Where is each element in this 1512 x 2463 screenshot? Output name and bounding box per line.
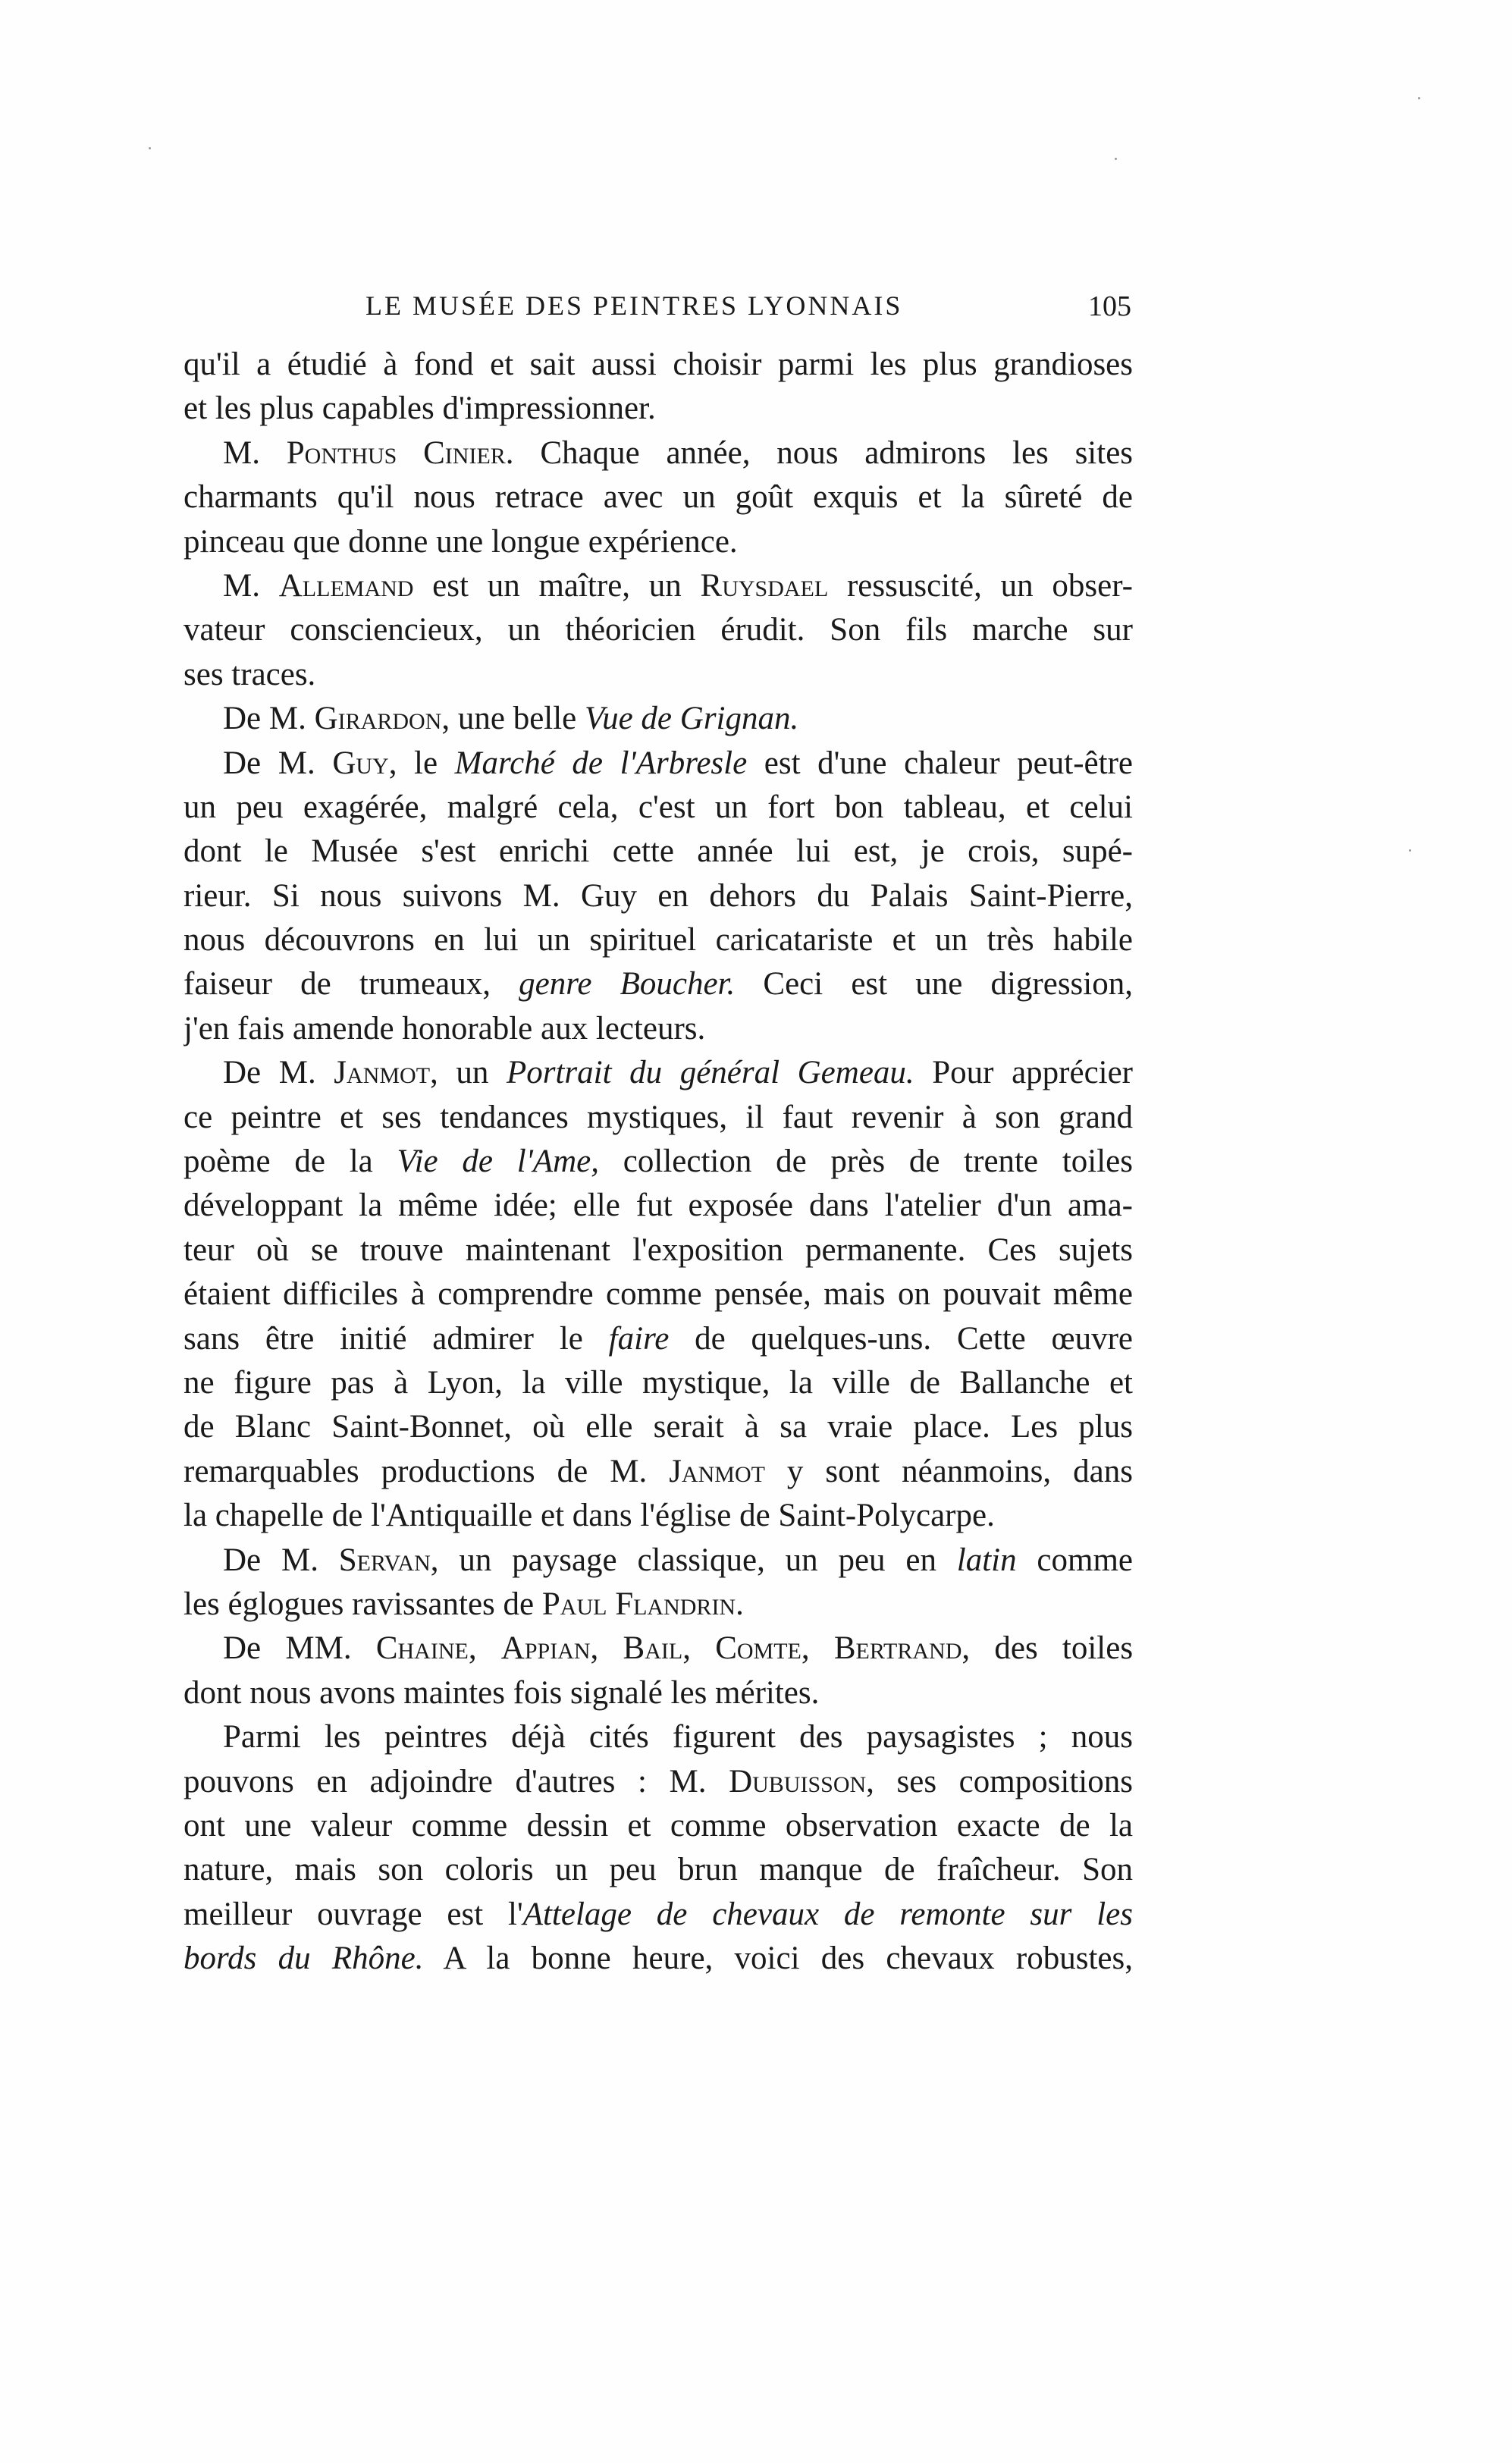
text-run: Ceci est une digression, (735, 966, 1133, 1002)
text-run: de Blanc Saint-Bonnet, où elle serait à sa vraie place. Les plus (184, 1409, 1133, 1445)
text-run: . Chaque année, nous admirons les sites (505, 435, 1133, 471)
text-line (184, 786, 1133, 830)
text-line (184, 1450, 1133, 1494)
text-line (184, 1804, 1133, 1848)
painter-name: Dubuisson (729, 1763, 867, 1799)
text-run: sans être initié admirer le (184, 1320, 609, 1357)
text-run: meilleur ouvrage est l' (184, 1896, 523, 1932)
text-line (184, 1671, 1133, 1715)
text-line (184, 1272, 1133, 1316)
text-line (184, 520, 1133, 564)
text-line (184, 1405, 1133, 1449)
text-run: vateur consciencieux, un théoricien érudit. Son fils marche sur (184, 612, 1133, 648)
text-run: est un maître, un (413, 567, 701, 604)
text-run: collection de près de trente toiles (599, 1144, 1133, 1180)
text-run: pouvons en adjoindre d'autres : M. (184, 1763, 729, 1799)
paragraph-start-chaine-appian (184, 1627, 1133, 1671)
text-line (184, 475, 1133, 519)
text-run: charmants qu'il nous retrace avec un goût exquis et la sûreté de (184, 479, 1133, 516)
paragraph-start-ponthus-cinier (184, 431, 1133, 475)
painter-name: Girardon (314, 701, 442, 737)
text-run: , le (388, 745, 455, 781)
artwork-title: Vie de l'Ame, (397, 1144, 600, 1180)
text-run: ont une valeur comme dessin et comme observation exacte de la (184, 1807, 1133, 1843)
painter-name: Janmot (334, 1055, 431, 1091)
text-run: , un (430, 1055, 507, 1091)
artwork-title: Vue de Grignan. (585, 701, 799, 737)
painter-name: Ponthus Cinier (286, 435, 506, 471)
text-run: nous découvrons en lui un spirituel caricatariste et un très habile (184, 922, 1133, 959)
painter-name: Allemand (278, 567, 414, 604)
text-run: développant la même idée; elle fut exposée dans l'atelier d'un ama- (184, 1188, 1133, 1224)
text-run: De M. (223, 1542, 339, 1578)
text-run: Parmi les peintres déjà cités figurent des paysagistes ; nous (223, 1719, 1133, 1755)
artwork-title: Portrait du général Gemeau. (506, 1055, 914, 1091)
text-run: De MM. (223, 1630, 376, 1667)
text-line (184, 1140, 1133, 1184)
text-run: poème de la (184, 1144, 397, 1180)
text-run: ses traces. (184, 656, 316, 692)
text-line (184, 608, 1133, 652)
text-line (184, 1184, 1133, 1228)
text-run: pinceau que donne une longue expérience. (184, 523, 738, 560)
text-run: les églogues ravissantes de (184, 1586, 542, 1622)
paper-speck (1409, 849, 1411, 852)
text-run: , ses compositions (866, 1763, 1133, 1799)
text-run: de quelques-uns. Cette œuvre (669, 1320, 1133, 1357)
paragraph-start-servan (184, 1539, 1133, 1583)
paper-speck (1418, 97, 1420, 99)
painter-name: Bail (623, 1630, 683, 1667)
running-title: LE MUSÉE DES PEINTRES LYONNAIS (365, 290, 903, 321)
text-run: De M. (223, 1055, 334, 1091)
text-line (184, 830, 1133, 874)
text-line (184, 343, 1133, 387)
text-run: la chapelle de l'Antiquaille et dans l'église de Saint-Polycarpe. (184, 1498, 995, 1534)
paragraph-start-janmot (184, 1051, 1133, 1095)
text-run: étaient difficiles à comprendre comme pensée, mais on pouvait même (184, 1276, 1133, 1313)
italic-phrase: genre Boucher. (519, 966, 736, 1002)
paragraph-start-paysagistes (184, 1715, 1133, 1759)
text-run: , (590, 1630, 623, 1667)
text-run: Pour apprécier (914, 1055, 1133, 1091)
text-run: ce peintre et ses tendances mystiques, il faut revenir à son grand (184, 1099, 1133, 1135)
painter-name: Janmot (669, 1453, 765, 1489)
text-run: , une belle (441, 701, 585, 737)
text-line (184, 1848, 1133, 1892)
text-line (184, 1760, 1133, 1804)
text-run: dont nous avons maintes fois signalé les mérites. (184, 1674, 820, 1711)
text-run: , un paysage classique, un peu en (430, 1542, 957, 1578)
painter-name: Chaine (375, 1630, 469, 1667)
italic-phrase: latin (956, 1542, 1017, 1578)
text-run: . (736, 1586, 744, 1622)
painter-name: Guy (332, 745, 389, 781)
text-line (184, 1583, 1133, 1627)
text-run: ne figure pas à Lyon, la ville mystique, la ville de Ballanche et (184, 1364, 1133, 1401)
paper-speck (149, 147, 151, 149)
painter-name: Paul Flandrin (541, 1586, 736, 1622)
text-line (184, 874, 1133, 918)
text-run: y sont néanmoins, dans (764, 1453, 1133, 1489)
text-line (184, 1096, 1133, 1140)
text-run: et les plus capables d'impressionner. (184, 391, 656, 427)
text-line (184, 1893, 1133, 1937)
text-run: ressuscité, un obser- (828, 567, 1133, 604)
italic-phrase: faire (608, 1320, 670, 1357)
artwork-title: bords du Rhône. (184, 1941, 424, 1977)
text-line (184, 1007, 1133, 1051)
text-line (184, 962, 1133, 1006)
text-run: un peu exagérée, malgré cela, c'est un fort bon tableau, et celui (184, 789, 1133, 825)
text-run: nature, mais son coloris un peu brun manque de fraîcheur. Son (184, 1852, 1133, 1888)
text-line (184, 1228, 1133, 1272)
text-run: qu'il a étudié à fond et sait aussi choisir parmi les plus grandioses (184, 347, 1133, 382)
text-run: , (801, 1630, 834, 1667)
artwork-title: Attelage de chevaux de remonte sur les (522, 1896, 1133, 1932)
text-run: j'en fais amende honorable aux lecteurs. (184, 1010, 706, 1046)
text-run: remarquables productions de M. (184, 1453, 670, 1489)
text-run: De M. (223, 701, 315, 737)
text-line (184, 1937, 1133, 1981)
text-run: comme (1016, 1542, 1133, 1578)
painter-name: Servan (338, 1542, 431, 1578)
painter-name: Comte (715, 1630, 801, 1667)
text-run: M. (223, 435, 287, 471)
text-run: A la bonne heure, voici des chevaux robustes, (423, 1941, 1133, 1977)
painter-name: Ruysdael (700, 567, 829, 604)
painter-name: Bertrand (833, 1630, 962, 1667)
text-run: , des toiles (961, 1630, 1133, 1667)
painter-name: Appian (500, 1630, 591, 1667)
text-run: , (468, 1630, 501, 1667)
body-text (184, 343, 1133, 1981)
paper-speck (1115, 158, 1117, 160)
text-run: dont le Musée s'est enrichi cette année lui est, je crois, supé- (184, 833, 1133, 870)
text-run: rieur. Si nous suivons M. Guy en dehors du Palais Saint-Pierre, (184, 877, 1133, 914)
text-run: faiseur de trumeaux, (184, 966, 519, 1002)
text-line (184, 918, 1133, 962)
text-line (184, 387, 1133, 431)
running-head (184, 290, 1131, 335)
text-line (184, 1494, 1133, 1538)
text-line (184, 1361, 1133, 1405)
paragraph-start-guy (184, 742, 1133, 786)
artwork-title: Marché de l'Arbresle (454, 745, 748, 781)
paragraph-start-allemand (184, 564, 1133, 608)
text-run: De M. (223, 745, 333, 781)
text-run: , (682, 1630, 716, 1667)
text-line (184, 1317, 1133, 1361)
paragraph-start-girardon (184, 697, 1133, 741)
text-run: est d'une chaleur peut-être (747, 745, 1133, 781)
text-run: teur où se trouve maintenant l'exposition permanente. Ces sujets (184, 1232, 1133, 1268)
text-line (184, 653, 1133, 697)
page-number: 105 (1088, 290, 1131, 322)
text-run: M. (223, 567, 279, 604)
